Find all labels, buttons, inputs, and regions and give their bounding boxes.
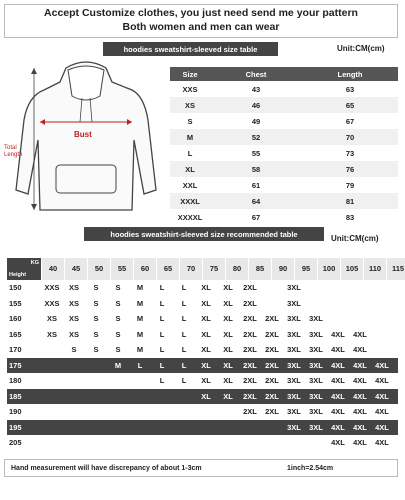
weight-header-cell: 70 — [179, 258, 202, 280]
measurement-note: Hand measurement will have discrepancy of about 1-3cm — [11, 464, 202, 472]
recommend-size-cell: 4XL — [331, 360, 345, 370]
recommend-size-cell: 2XL — [243, 329, 257, 339]
size-table-cell: 83 — [345, 212, 355, 222]
recommend-size-cell: 3XL — [309, 329, 323, 339]
recommend-size-cell: XL — [201, 283, 211, 293]
recommend-table-body — [7, 280, 398, 451]
recommend-size-cell: XXS — [44, 283, 60, 293]
recommend-size-cell: 4XL — [353, 360, 367, 370]
height-cell: 165 — [9, 329, 22, 339]
recommend-size-cell: 4XL — [353, 391, 367, 401]
size-table-cell: 76 — [345, 164, 355, 174]
recommend-size-cell: 3XL — [309, 314, 323, 324]
recommend-size-cell: 3XL — [287, 422, 301, 432]
recommend-table-row — [7, 280, 398, 296]
recommend-size-cell: S — [93, 283, 99, 293]
recommend-size-cell: 3XL — [309, 360, 323, 370]
size-table-body — [170, 81, 398, 225]
recommend-size-cell: XL — [223, 298, 233, 308]
size-table-row — [170, 81, 398, 97]
recommend-size-cell: L — [181, 329, 187, 339]
recommend-size-cell: 4XL — [331, 438, 345, 448]
recommend-table-row — [7, 342, 398, 358]
recommend-size-cell: XS — [46, 314, 57, 324]
recommend-size-cell: L — [159, 314, 165, 324]
size-table-col-size: Size — [182, 69, 198, 79]
recommend-size-cell: 2XL — [265, 407, 279, 417]
recommend-size-cell: 2XL — [265, 376, 279, 386]
recommend-size-cell: 4XL — [331, 345, 345, 355]
size-table-cell: 73 — [345, 148, 355, 158]
weight-header-cell: 50 — [87, 258, 110, 280]
size-table-cell: XXXXL — [177, 212, 203, 222]
size-table-cell: 81 — [345, 196, 355, 206]
hoodie-illustration — [4, 60, 169, 220]
size-table-cell: 63 — [345, 84, 355, 94]
recommend-size-cell: M — [136, 314, 144, 324]
recommend-size-cell: 2XL — [265, 391, 279, 401]
size-table-cell: 70 — [345, 132, 355, 142]
height-cell: 155 — [9, 298, 22, 308]
size-table-row — [170, 129, 398, 145]
size-table-cell: 79 — [345, 180, 355, 190]
recommend-size-cell: 2XL — [265, 314, 279, 324]
recommend-size-cell: 4XL — [331, 391, 345, 401]
size-table-cell: 43 — [251, 84, 261, 94]
recommend-size-cell: XL — [201, 329, 211, 339]
footer-note-box — [4, 459, 398, 477]
recommend-size-cell: XL — [223, 391, 233, 401]
recommend-size-cell: 4XL — [353, 438, 367, 448]
recommend-size-cell: 3XL — [287, 314, 301, 324]
weight-header-cell: 65 — [156, 258, 179, 280]
recommend-table-row — [7, 358, 398, 374]
recommend-size-cell: 2XL — [243, 283, 257, 293]
recommend-size-cell: XL — [223, 345, 233, 355]
header-banner — [4, 4, 398, 38]
height-cell: 180 — [9, 376, 22, 386]
size-table-cell: 64 — [251, 196, 261, 206]
size-table-row — [170, 145, 398, 161]
recommend-size-cell: 2XL — [265, 360, 279, 370]
recommend-size-cell: 4XL — [375, 438, 389, 448]
recommend-size-cell: L — [137, 360, 143, 370]
size-table-title: hoodies sweatshirt-sleeved size table — [103, 42, 278, 56]
inch-conversion: 1inch=2.54cm — [287, 464, 334, 472]
recommend-size-cell: 2XL — [243, 298, 257, 308]
height-cell: 195 — [9, 422, 22, 432]
size-table-cell: XL — [185, 164, 195, 174]
total-length-label: Total Length — [4, 145, 23, 158]
size-table-cell: S — [187, 116, 193, 126]
weight-header-cell: 115 — [386, 258, 405, 280]
recommend-table-row — [7, 389, 398, 405]
size-table-cell: 65 — [345, 100, 355, 110]
recommend-size-cell: L — [181, 283, 187, 293]
recommend-size-cell: 2XL — [265, 345, 279, 355]
size-table-row — [170, 161, 398, 177]
recommend-size-cell: 4XL — [375, 407, 389, 417]
recommend-table-row — [7, 311, 398, 327]
weight-header-cell: 110 — [363, 258, 386, 280]
recommend-size-cell: XL — [223, 283, 233, 293]
recommend-size-cell: XS — [68, 298, 79, 308]
recommend-size-cell: 3XL — [309, 345, 323, 355]
size-table-cell: XXS — [182, 84, 198, 94]
recommend-size-cell: XL — [201, 391, 211, 401]
recommend-size-cell: M — [136, 345, 144, 355]
recommend-size-cell: S — [115, 298, 121, 308]
recommend-size-cell: 3XL — [287, 376, 301, 386]
recommend-size-cell: XL — [201, 360, 211, 370]
recommend-size-cell: XL — [223, 360, 233, 370]
recommend-size-cell: 3XL — [287, 407, 301, 417]
size-table-col-chest: Chest — [245, 69, 267, 79]
weight-header-cell: 90 — [271, 258, 294, 280]
size-table-row — [170, 97, 398, 113]
recommend-size-cell: S — [93, 329, 99, 339]
recommend-table-row — [7, 296, 398, 312]
recommend-size-cell: 4XL — [353, 407, 367, 417]
weight-header-cell: 80 — [225, 258, 248, 280]
weight-header-cell: 85 — [248, 258, 271, 280]
size-table-row — [170, 177, 398, 193]
size-table-cell: XS — [184, 100, 195, 110]
recommend-table — [7, 258, 405, 451]
recommend-table-row — [7, 327, 398, 343]
recommend-size-cell: L — [159, 283, 165, 293]
recommend-size-cell: S — [93, 298, 99, 308]
recommend-size-cell: 2XL — [243, 360, 257, 370]
weight-header-cell: 75 — [202, 258, 225, 280]
recommend-size-cell: XS — [68, 314, 79, 324]
size-table-cell: M — [186, 132, 194, 142]
height-cell: 170 — [9, 345, 22, 355]
recommend-size-cell: S — [115, 283, 121, 293]
recommend-size-cell: XXS — [44, 298, 60, 308]
recommend-size-cell: 4XL — [375, 422, 389, 432]
size-table-cell: 67 — [345, 116, 355, 126]
recommend-table-row — [7, 435, 398, 451]
size-table-cell: XXXL — [180, 196, 200, 206]
recommend-size-cell: M — [114, 360, 122, 370]
recommend-size-cell: 4XL — [353, 422, 367, 432]
size-table-col-length: Length — [337, 69, 363, 79]
weight-header-cell: 100 — [317, 258, 340, 280]
recommend-size-cell: S — [115, 345, 121, 355]
recommend-size-cell: S — [93, 314, 99, 324]
recommend-size-cell: XS — [46, 329, 57, 339]
height-cell: 190 — [9, 407, 22, 417]
recommend-size-cell: L — [159, 360, 165, 370]
size-table-row — [170, 209, 398, 225]
recommend-size-cell: 3XL — [309, 422, 323, 432]
recommend-size-cell: S — [71, 345, 77, 355]
recommend-size-cell: 3XL — [287, 360, 301, 370]
recommend-size-cell: 3XL — [309, 376, 323, 386]
recommend-size-cell: XL — [201, 314, 211, 324]
recommend-size-cell: 2XL — [243, 391, 257, 401]
recommend-size-cell: 2XL — [243, 345, 257, 355]
recommend-size-cell: 4XL — [375, 391, 389, 401]
recommend-size-cell: M — [136, 329, 144, 339]
recommend-size-cell: XL — [223, 314, 233, 324]
weight-header-cell: 105 — [340, 258, 363, 280]
recommend-size-cell: 2XL — [243, 376, 257, 386]
recommend-size-cell: L — [159, 329, 165, 339]
size-table-cell: 61 — [251, 180, 261, 190]
recommend-size-cell: M — [136, 298, 144, 308]
recommend-size-cell: 2XL — [243, 314, 257, 324]
kg-label: KG — [30, 260, 39, 266]
bust-label: Bust — [74, 130, 92, 139]
recommend-size-cell: XL — [223, 329, 233, 339]
header-line-1: Accept Customize clothes, you just need send me your pattern — [44, 7, 358, 19]
recommend-size-cell: S — [115, 314, 121, 324]
size-table-cell: 46 — [251, 100, 261, 110]
weight-header-cells — [41, 258, 405, 280]
recommend-size-cell: L — [181, 376, 187, 386]
recommend-size-cell: M — [136, 283, 144, 293]
recommend-size-cell: L — [159, 298, 165, 308]
recommend-table-header — [7, 258, 405, 280]
recommend-size-cell: XL — [201, 298, 211, 308]
weight-header-cell: 45 — [64, 258, 87, 280]
recommend-size-cell: 4XL — [375, 376, 389, 386]
recommend-size-cell: 4XL — [331, 376, 345, 386]
height-cell: 175 — [9, 360, 22, 370]
recommend-size-cell: S — [115, 329, 121, 339]
recommend-table-unit: Unit:CM(cm) — [331, 234, 379, 243]
recommend-table-title: hoodies sweatshirt-sleeved size recommended table — [84, 227, 324, 241]
size-table-row — [170, 193, 398, 209]
recommend-size-cell: 3XL — [287, 329, 301, 339]
recommend-table-row — [7, 373, 398, 389]
size-table-cell: XXL — [182, 180, 198, 190]
recommend-size-cell: L — [181, 360, 187, 370]
weight-header-cell: 95 — [294, 258, 317, 280]
recommend-size-cell: 2XL — [265, 329, 279, 339]
recommend-size-cell: L — [181, 314, 187, 324]
recommend-size-cell: 4XL — [331, 422, 345, 432]
recommend-size-cell: 4XL — [353, 345, 367, 355]
size-table-cell: L — [187, 148, 193, 158]
height-cell: 185 — [9, 391, 22, 401]
height-cell: 150 — [9, 283, 22, 293]
recommend-size-cell: 4XL — [375, 360, 389, 370]
recommend-size-cell: 4XL — [331, 329, 345, 339]
recommend-size-cell: 3XL — [309, 407, 323, 417]
recommend-size-cell: XL — [223, 376, 233, 386]
header-line-2: Both women and men can wear — [122, 21, 280, 33]
size-table-cell: 58 — [251, 164, 261, 174]
recommend-size-cell: 3XL — [287, 345, 301, 355]
recommend-table-row — [7, 420, 398, 436]
recommend-size-cell: 4XL — [331, 407, 345, 417]
size-table-cell: 49 — [251, 116, 261, 126]
size-table-unit: Unit:CM(cm) — [337, 44, 385, 53]
size-table-cell: 67 — [251, 212, 261, 222]
weight-header-cell: 40 — [41, 258, 64, 280]
recommend-size-cell: XS — [68, 283, 79, 293]
recommend-size-cell: 4XL — [353, 376, 367, 386]
size-table-header — [170, 67, 398, 81]
recommend-size-cell: 3XL — [287, 391, 301, 401]
recommend-size-cell: 3XL — [309, 391, 323, 401]
size-table-cell: 52 — [251, 132, 261, 142]
recommend-size-cell: 4XL — [353, 329, 367, 339]
recommend-size-cell: 3XL — [287, 283, 301, 293]
recommend-size-cell: 3XL — [287, 298, 301, 308]
recommend-size-cell: L — [159, 376, 165, 386]
height-label: Height — [9, 272, 27, 278]
weight-header-cell: 60 — [133, 258, 156, 280]
height-cell: 205 — [9, 438, 22, 448]
size-table — [170, 67, 398, 225]
weight-header-cell: 55 — [110, 258, 133, 280]
size-table-cell: 55 — [251, 148, 261, 158]
recommend-size-cell: XS — [68, 329, 79, 339]
recommend-size-cell: L — [181, 298, 187, 308]
recommend-size-cell: 2XL — [243, 407, 257, 417]
recommend-size-cell: XL — [201, 345, 211, 355]
height-cell: 160 — [9, 314, 22, 324]
recommend-size-cell: S — [93, 345, 99, 355]
recommend-size-cell: XL — [201, 376, 211, 386]
hoodie-icon — [4, 60, 169, 220]
recommend-table-row — [7, 404, 398, 420]
recommend-size-cell: L — [159, 345, 165, 355]
recommend-size-cell: L — [181, 345, 187, 355]
height-weight-corner — [7, 258, 41, 280]
size-table-row — [170, 113, 398, 129]
